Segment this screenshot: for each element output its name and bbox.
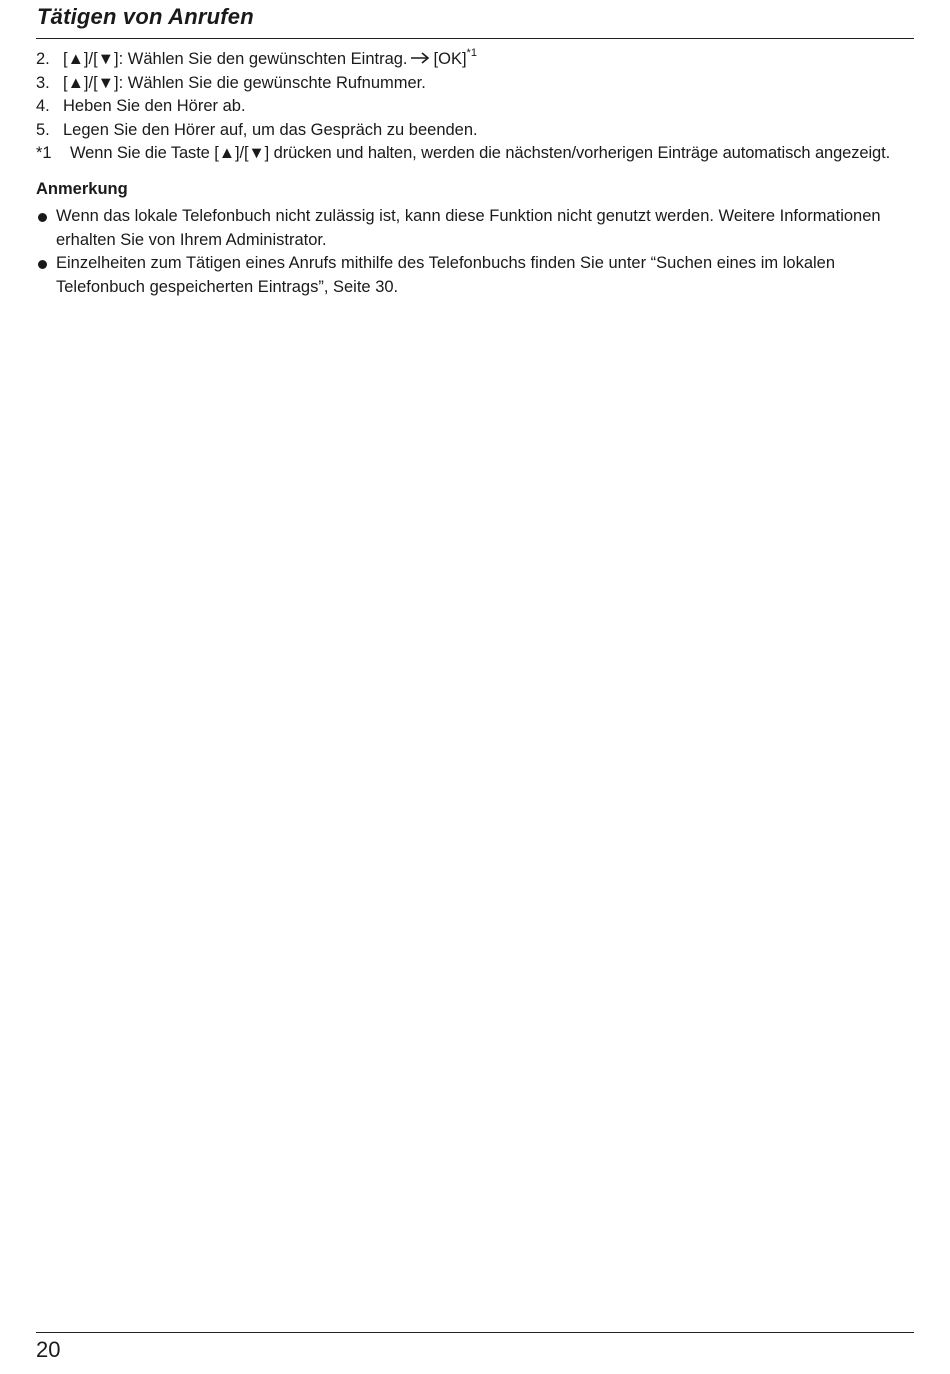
- bullet-icon: [38, 260, 47, 269]
- page-footer: [36, 1332, 914, 1362]
- page-header: [36, 2, 914, 39]
- page-content: [36, 48, 916, 299]
- step-2: [36, 48, 916, 72]
- ok-key: [OK]: [433, 50, 467, 69]
- step-3: [36, 72, 916, 96]
- step-5: [36, 119, 916, 143]
- step-text: [63, 48, 477, 72]
- up-key: [▲]: [63, 73, 89, 92]
- down-key: [▼]: [93, 50, 119, 69]
- note-bullet-text: Einzelheiten zum Tätigen eines Anrufs mithilfe des Telefonbuchs finden Sie unter “Suchen eines im lokalen Telefonbuch gespeicherten Eintrags”, Seite 30.: [56, 254, 836, 296]
- step-description: : Wählen Sie den gewünschten Eintrag.: [118, 50, 408, 69]
- up-key: [▲]: [63, 50, 89, 69]
- note-bullet-text: Wenn das lokale Telefonbuch nicht zulässig ist, kann diese Funktion nicht genutzt werden. Weitere Informationen erhalten Sie von Ihrem Administrator.: [56, 207, 881, 249]
- right-arrow-icon: [410, 48, 430, 72]
- step-description: Heben Sie den Hörer ab.: [63, 97, 246, 115]
- footnote-reference: *1: [466, 46, 477, 59]
- step-number: 5.: [36, 120, 50, 139]
- down-key: [▼]: [93, 73, 119, 92]
- page-number: 20: [36, 1337, 61, 1362]
- step-number: 3.: [36, 73, 50, 92]
- key-separator: /: [88, 73, 94, 92]
- footnote: [36, 142, 916, 166]
- step-number: 2.: [36, 50, 50, 68]
- step-text: [63, 72, 426, 96]
- footnote-text: [70, 142, 890, 166]
- note-bullet: [36, 252, 916, 299]
- down-key: [▼]: [243, 144, 270, 162]
- note-bullet: [36, 205, 916, 252]
- step-description: Legen Sie den Hörer auf, um das Gespräch zu beenden.: [63, 120, 478, 139]
- step-4: [36, 95, 916, 119]
- note-heading: Anmerkung: [36, 179, 128, 198]
- step-description: : Wählen Sie die gewünschte Rufnummer.: [118, 73, 426, 92]
- up-key: [▲]: [214, 144, 240, 162]
- footnote-mark: *1: [36, 144, 52, 162]
- bullet-icon: [38, 213, 47, 222]
- page-title: Tätigen von Anrufen: [37, 4, 254, 29]
- key-separator: /: [88, 50, 94, 69]
- footnote-text-after: drücken und halten, werden die nächsten/vorherigen Einträge automatisch angezeigt.: [269, 144, 891, 162]
- step-number: 4.: [36, 97, 50, 115]
- key-separator: /: [239, 144, 244, 162]
- footnote-text-before: Wenn Sie die Taste: [70, 144, 215, 162]
